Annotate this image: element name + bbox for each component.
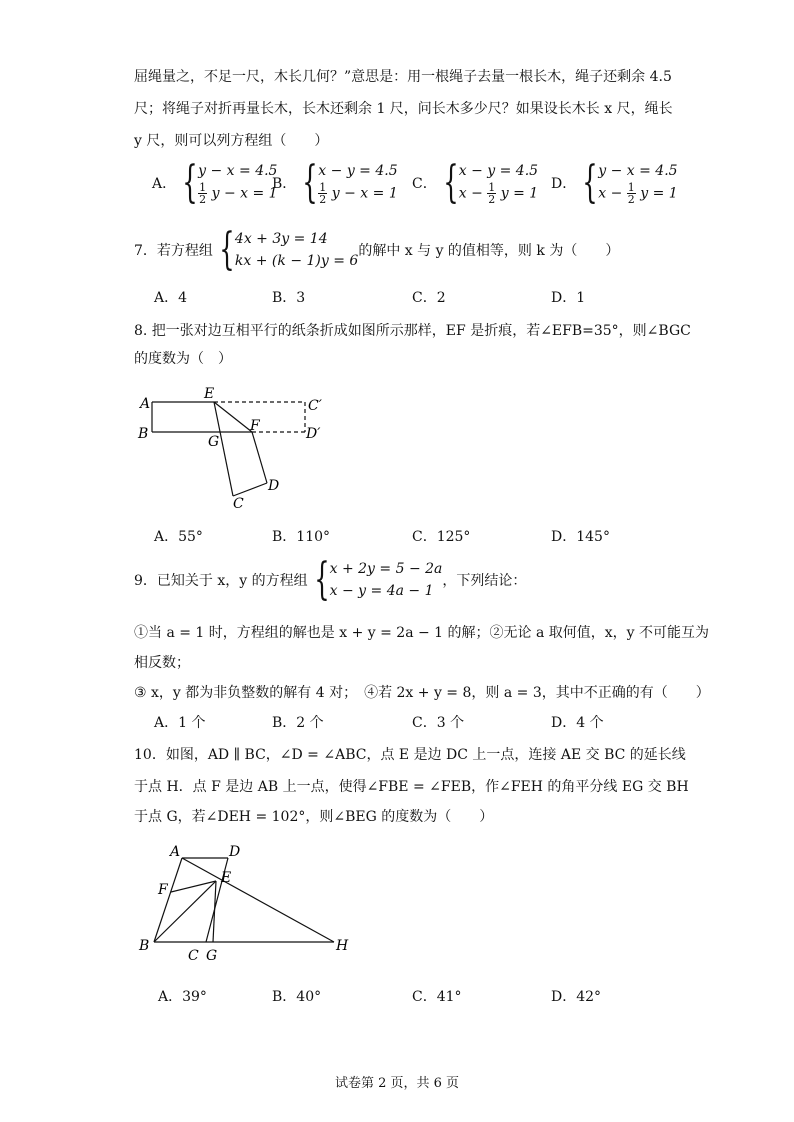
q10-line-2: 于点 H．点 F 是边 AB 上一点，使得∠FBE = ∠FEB，作∠FEH 的角平分线 EG 交 BH	[134, 779, 689, 795]
brace-icon: {	[219, 224, 235, 275]
label-d: D	[268, 478, 280, 494]
q9-option-a[interactable]: A．1 个	[154, 715, 206, 731]
label-h: H	[336, 938, 349, 954]
q9-equation-1: x + 2y = 5 − 2a	[329, 561, 443, 577]
q7-suffix: 的解中 x 与 y 的值相等，则 k 为（ ）	[358, 243, 620, 259]
q7-option-d[interactable]: D．1	[551, 290, 586, 306]
brace-icon: {	[582, 156, 598, 208]
q9-equation-2: x − y = 4a − 1	[329, 583, 434, 599]
q7-option-c[interactable]: C．2	[412, 290, 446, 306]
label-e: E	[221, 870, 232, 886]
label-e: E	[204, 386, 215, 402]
label-b: B	[138, 426, 149, 442]
q9-line-2: ①当 a = 1 时，方程组的解也是 x + y = 2a − 1 的解；②无论 a 取何值，x，y 不可能互为	[134, 625, 710, 641]
fraction: $\frac{1}{2}$	[488, 181, 496, 206]
q10-figure	[134, 840, 354, 970]
label-g: G	[206, 948, 218, 964]
fraction: $\frac{1}{2}$	[627, 181, 635, 206]
q6-line-2: 尺；将绳子对折再量长木，长木还剩余 1 尺，问长木多少尺？如果设长木长 x 尺，绳长	[134, 101, 673, 117]
equation-1: y − x = 4.5	[598, 163, 678, 179]
option-label: B．	[272, 175, 297, 192]
equation-2: $\frac{1}{2}$ y − x = 1	[319, 181, 398, 206]
q7-equation-2: kx + (k − 1)y = 6	[234, 253, 359, 269]
equation-2: x − $\frac{1}{2}$ y = 1	[598, 181, 678, 206]
brace-icon: {	[302, 156, 318, 208]
option-label: D．	[551, 175, 577, 192]
q8-option-c[interactable]: C．125°	[412, 529, 471, 545]
q9-option-d[interactable]: D．4 个	[551, 715, 604, 731]
equation-1: x − y = 4.5	[458, 163, 539, 179]
fraction: $\frac{1}{2}$	[199, 181, 207, 206]
q10-line-3: 于点 G，若∠DEH = 102°，则∠BEG 的度数为（ ）	[134, 809, 494, 825]
label-f: F	[250, 418, 260, 434]
q7-prefix: 7．若方程组	[134, 243, 213, 259]
label-c-prime: C′	[308, 398, 322, 414]
q8-option-b[interactable]: B．110°	[272, 529, 331, 545]
q7-equation-1: 4x + 3y = 14	[234, 231, 328, 247]
label-a: A	[170, 844, 181, 860]
q10-option-c[interactable]: C．41°	[412, 989, 462, 1005]
q8-line-1: 8. 把一张对边互相平行的纸条折成如图所示那样，EF 是折痕，若∠EFB=35°，则∠BGC	[134, 323, 691, 339]
q8-line-2: 的度数为（ ）	[134, 351, 232, 367]
label-c: C	[188, 948, 199, 964]
q9-line-3: 相反数；	[134, 655, 190, 671]
brace-icon: {	[182, 156, 198, 208]
q8-option-d[interactable]: D．145°	[551, 529, 610, 545]
option-label: C．	[412, 175, 437, 192]
q10-option-d[interactable]: D．42°	[551, 989, 602, 1005]
q9-prefix: 9．已知关于 x，y 的方程组	[134, 573, 308, 589]
q10-line-1: 10．如图，AD ∥ BC，∠D = ∠ABC，点 E 是边 DC 上一点，连接 AE 交 BC 的延长线	[134, 747, 686, 763]
label-c: C	[233, 496, 244, 512]
equation-2: $\frac{1}{2}$ y − x = 1	[199, 181, 278, 206]
option-label: A．	[152, 175, 177, 192]
q9-suffix: ，下列结论：	[442, 573, 527, 589]
fraction: $\frac{1}{2}$	[319, 181, 327, 206]
label-f: F	[158, 882, 168, 898]
q7-option-a[interactable]: A．4	[154, 290, 188, 306]
q9-line-4: ③ x，y 都为非负整数的解有 4 对； ④若 2x + y = 8，则 a = 3，其中不正确的有（ ）	[134, 685, 710, 701]
q8-figure	[130, 380, 330, 512]
label-d: D	[229, 844, 241, 860]
label-a: A	[140, 396, 151, 412]
equation-1: x − y = 4.5	[318, 163, 398, 179]
brace-icon: {	[443, 156, 459, 208]
q9-option-c[interactable]: C．3 个	[412, 715, 465, 731]
equation-2: x − $\frac{1}{2}$ y = 1	[458, 181, 539, 206]
label-d-prime: D′	[306, 426, 321, 442]
q9-stem	[134, 554, 527, 605]
brace-icon: {	[313, 554, 330, 605]
q9-option-b[interactable]: B．2 个	[272, 715, 324, 731]
equation-1: y − x = 4.5	[198, 163, 278, 179]
q7-option-b[interactable]: B．3	[272, 290, 306, 306]
page-footer: 试卷第 2 页，共 6 页	[334, 1076, 460, 1091]
q10-option-a[interactable]: A．39°	[158, 989, 207, 1005]
q8-option-a[interactable]: A．55°	[154, 529, 203, 545]
q7-stem	[134, 224, 620, 275]
q6-line-1: 屈绳量之，不足一尺，木长几何？”意思是：用一根绳子去量一根长木，绳子还剩余 4.5	[134, 69, 672, 85]
q6-line-3: y 尺，则可以列方程组（ ）	[134, 133, 329, 149]
label-b: B	[139, 938, 150, 954]
label-g: G	[208, 434, 220, 450]
q10-option-b[interactable]: B．40°	[272, 989, 322, 1005]
